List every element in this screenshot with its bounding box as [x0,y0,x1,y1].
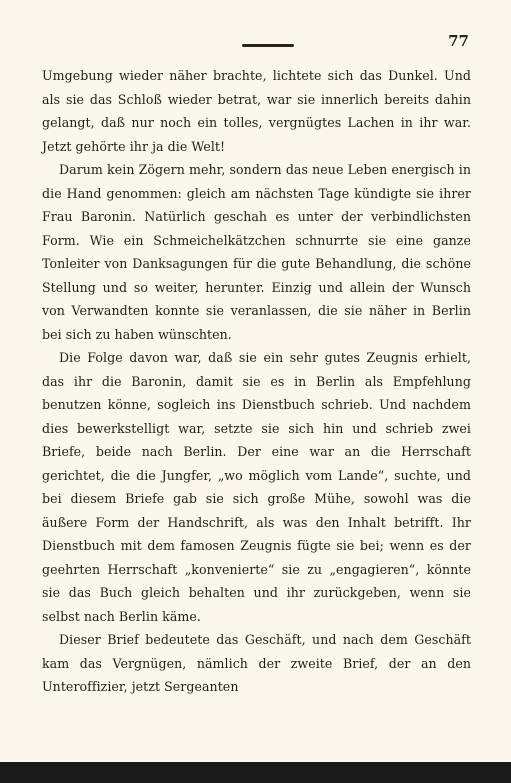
paragraph-3: Die Folge davon war, daß sie ein sehr gutes Zeugnis erhielt, das ihr die Baronin, damit sie es in Berlin als Empfehlung benutzen könne, sogleich ins Dienstbuch schrieb. Und nachdem dies bewerkstelligt war, setzte sie sich hin und schrieb zwei Briefe, beide nach Berlin. Der eine war an die Herrschaft gerichtet, die die Jungfer, „wo möglich vom Lande“, suchte, und bei diesem Briefe gab sie sich große Mühe, sowohl was die äußere Form der Handschrift, als was den Inhalt betrifft. Ihr Dienstbuch mit dem famosen Zeugnis fügte sie bei; wenn es der geehrten Herrschaft „konvenierte“ sie zu „engagieren“, könnte sie das Buch gleich behalten und ihr zurückgeben, wenn sie selbst nach Berlin käme. [42,350,471,624]
page-header [42,30,471,64]
header-ornament-rule [242,44,294,47]
paragraph-4: Dieser Brief bedeutete das Geschäft, und nach dem Geschäft kam das Vergnügen, nämlich der zweite Brief, der an den Unteroffizier, jetzt Sergeanten [42,632,471,694]
body-text [42,64,471,699]
paragraph-2: Darum kein Zögern mehr, sondern das neue Leben energisch in die Hand genommen: gleich am nächsten Tage kündigte sie ihrer Frau Baronin. Natürlich geschah es unter der verbindlichsten Form. Wie ein Schmeichelkätzchen schnurrte sie eine ganze Tonleiter von Danksagungen für die gute Behandlung, die schöne Stellung und so weiter, herunter. Einzig und allein der Wunsch von Verwandten konnte sie veranlassen, die sie näher in Berlin bei sich zu haben wünschten. [42,162,471,342]
page-number: 77 [448,32,469,50]
scan-margin [0,762,511,783]
paragraph-1: Umgebung wieder näher brachte, lichtete sich das Dunkel. Und als sie das Schloß wieder betrat, war sie innerlich bereits dahin gelangt, daß nur noch ein tolles, vergnügtes Lachen in ihr war. Jetzt gehörte ihr ja die Welt! [42,68,471,154]
